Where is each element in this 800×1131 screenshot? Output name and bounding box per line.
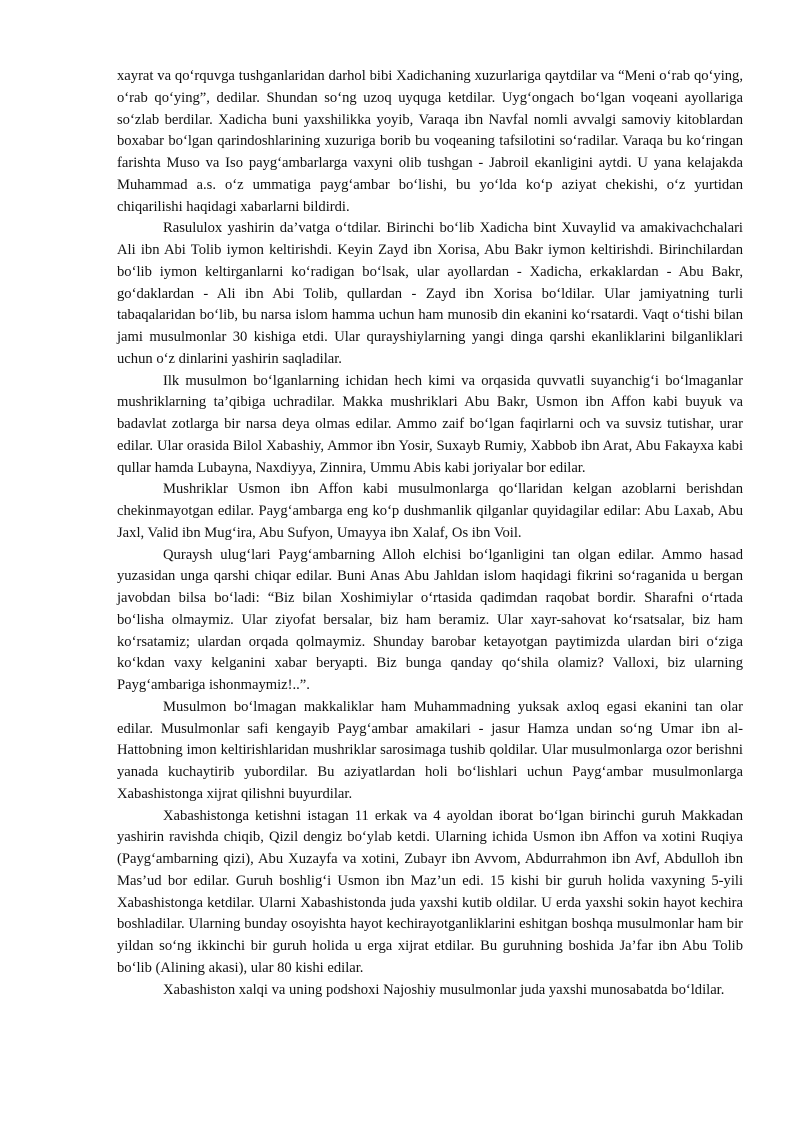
paragraph-quraysh-leaders: Quraysh ulug‘lari Payg‘ambarning Alloh elchisi bo‘lganligini tan olgan edilar. Ammo hasad yuzasidan unga qarshi chiqar edilar. Buni Anas Abu Jahldan islom haqidagi fikrini so‘raganida u bergan javobdan bilsa bo‘ladi: “Biz bilan Xoshimiylar o‘rtasida qadimdan raqobat bordir. Sharafni o‘rtada bo‘lisha olmaymiz. Ular ziyofat bersalar, biz ham beramiz. Ular xayr-sahovat ko‘rsatsalar, biz ham ko‘rsatamiz; ulardan orqada qolmaymiz. Shunday barobar ketayotgan paytimizda ulardan biri o‘ziga ko‘kdan vaxy kelganini xabar beryapti. Biz bunga qanday qo‘shila olamiz? Valloxi, biz ularning Payg‘ambariga ishonmaymiz!..”. [117,546,743,693]
paragraph-enemies: Mushriklar Usmon ibn Affon kabi musulmonlarga qo‘llaridan kelgan azoblarni berishdan chekinmayotgan edilar. Payg‘ambarga eng ko‘p dushmanlik qilganlar quyidagilar edilar: Abu Laxab, Abu Jaxl, Valid ibn Mug‘ira, Abu Sufyon, Umayya ibn Xalaf, Os ibn Voil. [117,481,743,541]
document-page [117,66,743,1001]
paragraph-continuation: xayrat va qo‘rquvga tushganlaridan darhol bibi Xadichaning xuzurlariga qaytdilar va “Meni o‘rab qo‘ying, o‘rab qo‘ying”, dedilar. Shundan so‘ng uzoq uyquga ketdilar. Uyg‘ongach bo‘lgan voqeani ayollariga so‘zlab berdilar. Xadicha buni yaxshilikka yoyib, Varaqa ibn Navfal nomli avvalgi samoviy kitoblardan boxabar bo‘lgan qarindoshlarining xuzuriga borib bu voqeaning tafsilotini so‘radilar. Varaqa bu ko‘ringan farishta Muso va Iso payg‘ambarlarga vaxyni olib tushgan - Jabroil ekanligini aytdi. U yana kelajakda Muhammad a.s. o‘z ummatiga payg‘ambar bo‘lishi, bu yo‘lda ko‘p aziyat chekishi, o‘z yurtidan chiqarilishi haqidagi xabarlarni bildirdi. [117,68,743,215]
paragraph-hijra-order: Musulmon bo‘lmagan makkaliklar ham Muhammadning yuksak axloq egasi ekanini tan olar edilar. Musulmonlar safi kengayib Payg‘ambar amakilari - jasur Hamza undan so‘ng Umar ibn al-Hattobning imon keltirishlaridan mushriklar sarosimaga tushib qoldilar. Ular musulmonlarga ozor berishni yanada kuchaytirib yubordilar. Bu aziyatlardan holi bo‘lishlari uchun Payg‘ambar musulmonlarga Xabashistonga xijrat qilishni buyurdilar. [117,698,743,802]
paragraph-najashi: Xabashiston xalqi va uning podshoxi Najoshiy musulmonlar juda yaxshi munosabatda bo‘ldilar. [163,981,725,998]
paragraph-first-group: Xabashistonga ketishni istagan 11 erkak va 4 ayoldan iborat bo‘lgan birinchi guruh Makkadan yashirin ravishda chiqib, Qizil dengiz bo‘ylab ketdi. Ularning ichida Usmon ibn Affon va xotini Ruqiya (Payg‘ambarning qizi), Abu Xuzayfa va xotini, Zubayr ibn Avvom, Abdurrahmon ibn Avf, Abdulloh ibn Mas’ud bor edilar. Guruh boshlig‘i Usmon ibn Maz’un edi. 15 kishi bir guruh holida vaxyning 5-yili Xabashistonga ketdilar. Ularni Xabashistonda juda yaxshi kutib oldilar. U erda yaxshi sokin hayot kechira boshladilar. Ularning bunday osoyishta hayot kechirayotganliklarini eshitgan boshqa musulmonlar ham bir yildan so‘ng ikkinchi bir guruh holida u erga xijrat etdilar. Bu guruhning boshida Ja’far ibn Abu Tolib bo‘lib (Alining akasi), ular 80 kishi edilar. [117,807,743,976]
paragraph-secret-call: Rasululox yashirin da’vatga o‘tdilar. Birinchi bo‘lib Xadicha bint Xuvaylid va amakivachchalari Ali ibn Abi Tolib iymon keltirishdi. Keyin Zayd ibn Xorisa, Abu Bakr iymon keltirishdi. Birinchilardan bo‘lib iymon keltirganlarni ko‘radigan bo‘lsak, ular ayollardan - Xadicha, erkaklardan - Abu Bakr, go‘daklardan - Ali ibn Abi Tolib, qullardan - Zayd ibn Xorisa bo‘ldilar. Ular jamiyatning turli tabaqalaridan bo‘lib, bu narsa islom hamma uchun ham munosib din ekanini ko‘rsatardi. Vaqt o‘tishi bilan jami musulmonlar 30 kishiga etdi. Ular qurayshiylarning yangi dinga qarshi ekanliklarini bilganliklari uchun o‘z dinlarini yashirin saqladilar. [117,220,743,367]
paragraph-persecution: Ilk musulmon bo‘lganlarning ichidan hech kimi va orqasida quvvatli suyanchig‘i bo‘lmaganlar mushriklarning ta’qibiga uchradilar. Makka mushriklari Abu Bakr, Usmon ibn Affon kabi buyuk va badavlat zotlarga bir narsa deya olmas edilar. Ammo zaif bo‘lgan faqirlarni och va suvsiz tutishar, urar edilar. Ular orasida Bilol Xabashiy, Ammor ibn Yosir, Suxayb Rumiy, Xabbob ibn Arat, Abu Fakayxa kabi qullar hamda Lubayna, Naxdiyya, Zinnira, Ummu Abis kabi joriyalar bor edilar. [117,372,743,476]
